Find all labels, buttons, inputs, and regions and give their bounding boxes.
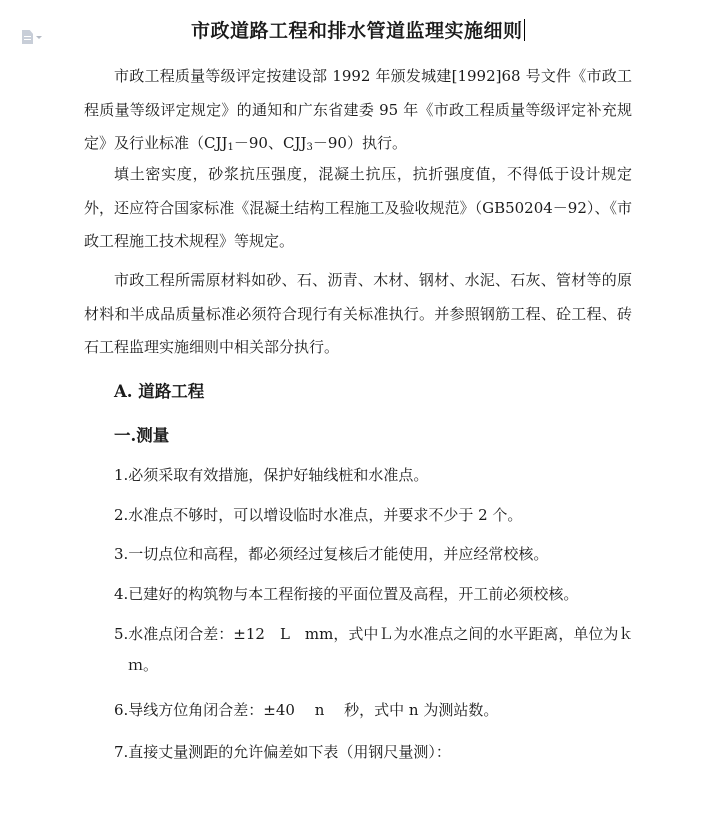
list-item: 7.直接丈量测距的允许偏差如下表（用钢尺量测）： bbox=[114, 743, 451, 761]
text-cursor bbox=[524, 19, 526, 41]
page-icon bbox=[22, 30, 33, 44]
list-item: 2.水准点不够时，可以增设临时水准点，并要求不少于 2 个。 bbox=[114, 506, 523, 524]
list-item: 4.已建好的构筑物与本工程衔接的平面位置及高程，开工前必须校核。 bbox=[114, 585, 579, 603]
paragraph-2: 填土密实度，砂浆抗压强度，混凝土抗压，抗折强度值，不得低于设计规定外，还应符合国家标准《混凝土结构工程施工及验收规范》（GB50204－92）、《市政工程施工技术规程》等规定。 bbox=[84, 165, 632, 250]
list-item: 6.导线方位角闭合差：±40 n 秒，式中 n 为测站数。 bbox=[114, 701, 499, 719]
list-item: 5.水准点闭合差：±12 L mm，式中Ｌ为水准点之间的水平距离，单位为ｋｍ。 bbox=[114, 625, 634, 674]
list-item: 1.必须采取有效措施，保护好轴线桩和水准点。 bbox=[114, 466, 429, 484]
paragraph-3: 市政工程所需原材料如砂、石、沥青、木材、钢材、水泥、石灰、管材等的原材料和半成品质量标准必须符合现行有关标准执行。并参照钢筋工程、砼工程、砖石工程监理实施细则中相关部分执行。 bbox=[84, 271, 632, 356]
paragraph-1: 市政工程质量等级评定按建设部 1992 年颁发城建[1992]68 号文件《市政工程质量等级评定规定》的通知和广东省建委 95 年《市政工程质量等级评定补充规定》及行业标准（$CJJ_1-90$、$CJJ_3-90$）执行。 bbox=[84, 67, 632, 153]
chevron-down-icon bbox=[36, 36, 42, 39]
list-item: 3.一切点位和高程，都必须经过复核后才能使用，并应经常校核。 bbox=[114, 545, 549, 563]
document-title: 市政道路工程和排水管道监理实施细则 bbox=[84, 16, 632, 43]
document-icon[interactable] bbox=[22, 28, 52, 46]
section-heading: A. 道路工程 bbox=[114, 382, 205, 401]
subsection-heading: 一.测量 bbox=[114, 426, 170, 445]
